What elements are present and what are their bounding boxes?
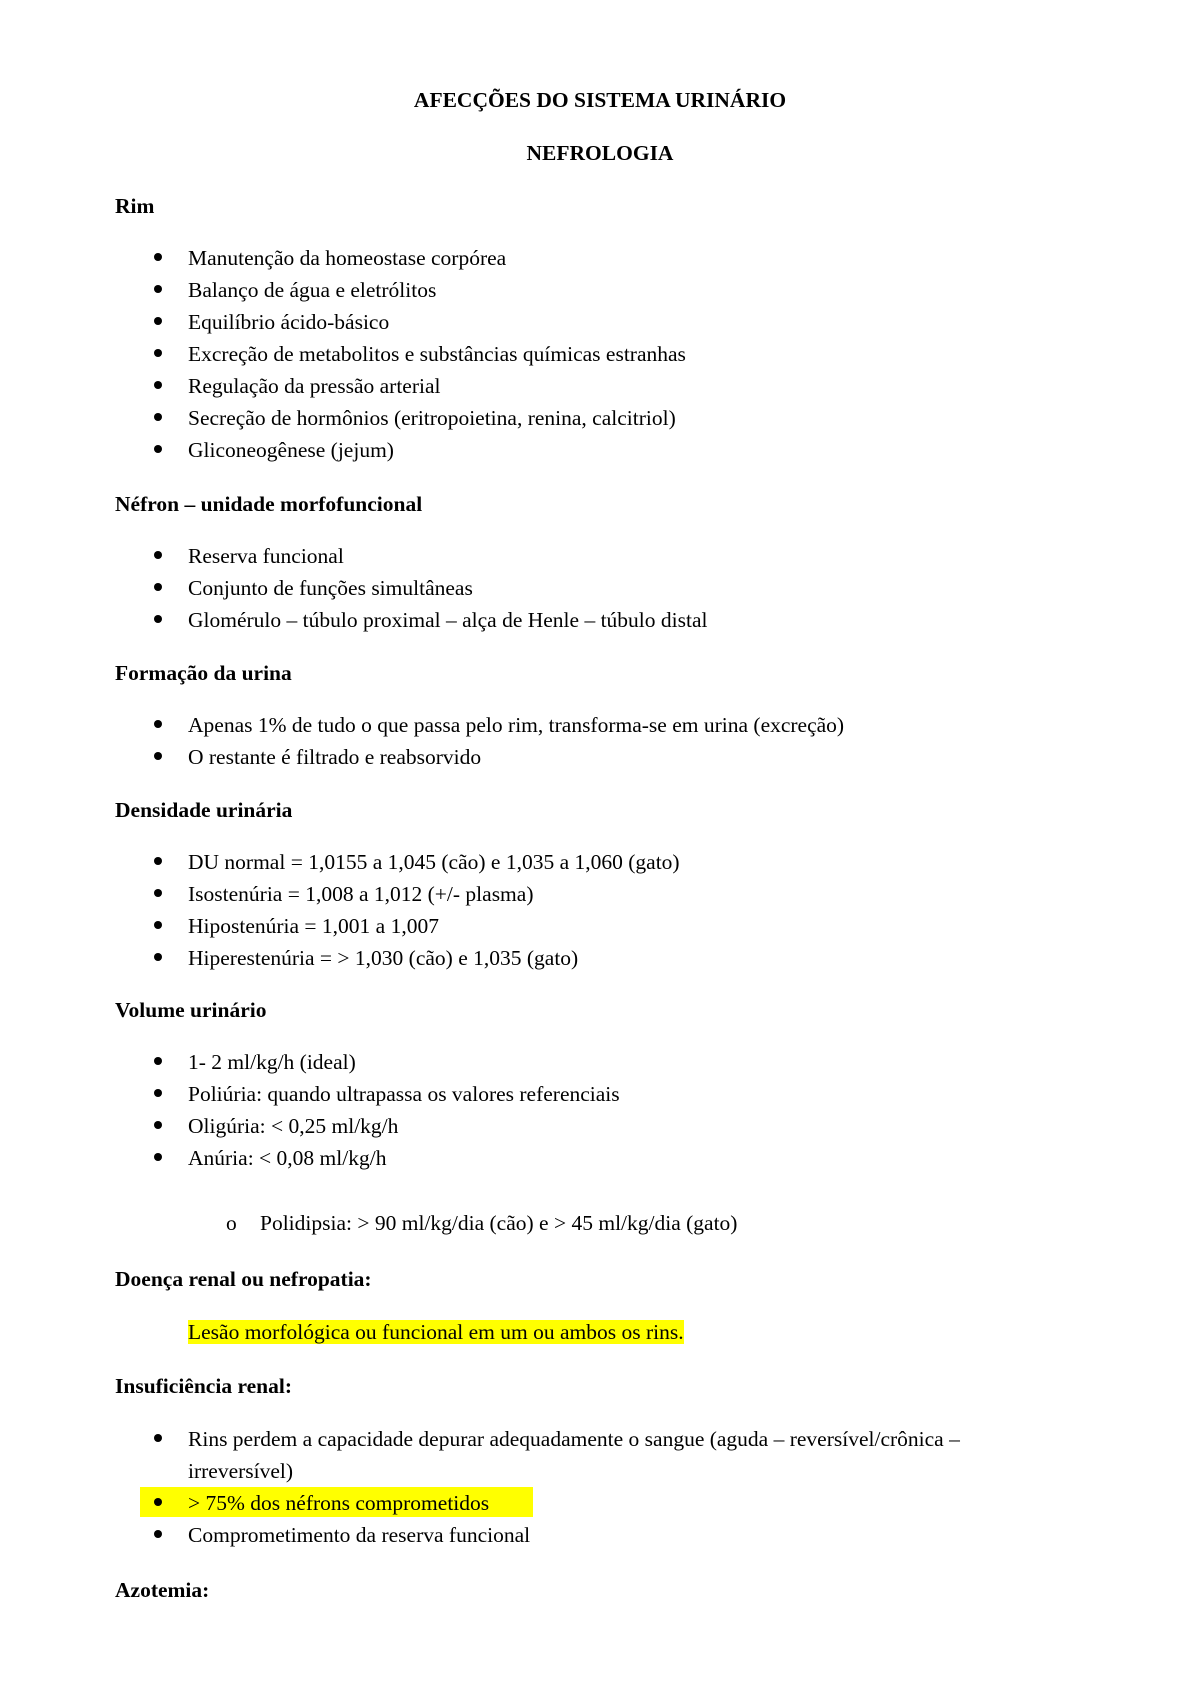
list-item: Apenas 1% de tudo o que passa pelo rim, transforma-se em urina (excreção): [188, 713, 845, 737]
bullet: [154, 1153, 162, 1161]
bullet: [154, 921, 162, 929]
bullet: [154, 1498, 162, 1506]
list-item: Excreção de metabolitos e substâncias químicas estranhas: [188, 342, 686, 366]
bullet: [154, 1089, 162, 1097]
section-heading-azotemia: Azotemia:: [115, 1578, 210, 1602]
bullet: [154, 1434, 162, 1442]
list-item: Hiperestenúria = > 1,030 (cão) e 1,035 (gato): [188, 946, 579, 970]
bullet: [154, 413, 162, 421]
list-item: Rins perdem a capacidade depurar adequadamente o sangue (aguda – reversível/crônica –: [188, 1427, 960, 1451]
list-item: Gliconeogênese (jejum): [188, 438, 394, 462]
section-heading-doenca: Doença renal ou nefropatia:: [115, 1267, 372, 1291]
list-item-continuation: irreversível): [188, 1459, 294, 1483]
list-item: Reserva funcional: [188, 544, 344, 568]
bullet: [154, 317, 162, 325]
bullet: [154, 1121, 162, 1129]
list-item: Equilíbrio ácido-básico: [188, 310, 390, 334]
list-item: Poliúria: quando ultrapassa os valores referenciais: [188, 1082, 620, 1106]
bullet: [154, 752, 162, 760]
list-item: Comprometimento da reserva funcional: [188, 1523, 531, 1547]
list-item-highlighted: > 75% dos néfrons comprometidos: [188, 1491, 490, 1515]
bullet: [154, 445, 162, 453]
list-item: Hipostenúria = 1,001 a 1,007: [188, 914, 439, 938]
list-item: Secreção de hormônios (eritropoietina, renina, calcitriol): [188, 406, 676, 430]
list-item: Conjunto de funções simultâneas: [188, 576, 473, 600]
highlighted-text: Lesão morfológica ou funcional em um ou ambos os rins.: [188, 1320, 684, 1344]
list-item: 1- 2 ml/kg/h (ideal): [188, 1050, 356, 1074]
document-title: AFECÇÕES DO SISTEMA URINÁRIO: [413, 88, 787, 112]
list-item: O restante é filtrado e reabsorvido: [188, 745, 482, 769]
bullet: [154, 583, 162, 591]
sub-bullet-marker: o: [226, 1211, 237, 1235]
bullet: [154, 551, 162, 559]
sub-list-item: Polidipsia: > 90 ml/kg/dia (cão) e > 45 ml/kg/dia (gato): [260, 1211, 738, 1235]
list-item: Regulação da pressão arterial: [188, 374, 441, 398]
bullet: [154, 349, 162, 357]
bullet: [154, 1530, 162, 1538]
bullet: [154, 889, 162, 897]
section-heading-nefron: Néfron – unidade morfofuncional: [115, 492, 423, 516]
bullet: [154, 615, 162, 623]
section-heading-rim: Rim: [115, 194, 155, 218]
bullet: [154, 720, 162, 728]
bullet: [154, 381, 162, 389]
bullet: [154, 953, 162, 961]
list-item: Oligúria: < 0,25 ml/kg/h: [188, 1114, 399, 1138]
list-item: Glomérulo – túbulo proximal – alça de Henle – túbulo distal: [188, 608, 708, 632]
section-heading-volume: Volume urinário: [115, 998, 267, 1022]
section-heading-densidade: Densidade urinária: [115, 798, 293, 822]
highlighted-paragraph: [188, 1316, 684, 1348]
list-item: Anúria: < 0,08 ml/kg/h: [188, 1146, 387, 1170]
list-item: DU normal = 1,0155 a 1,045 (cão) e 1,035 a 1,060 (gato): [188, 850, 680, 874]
bullet: [154, 1057, 162, 1065]
bullet: [154, 253, 162, 261]
list-item: Balanço de água e eletrólitos: [188, 278, 437, 302]
bullet: [154, 857, 162, 865]
section-heading-formacao: Formação da urina: [115, 661, 292, 685]
section-heading-insuficiencia: Insuficiência renal:: [115, 1374, 292, 1398]
list-item: Isostenúria = 1,008 a 1,012 (+/- plasma): [188, 882, 534, 906]
list-item: Manutenção da homeostase corpórea: [188, 246, 507, 270]
bullet: [154, 285, 162, 293]
document-subtitle: NEFROLOGIA: [526, 141, 674, 165]
